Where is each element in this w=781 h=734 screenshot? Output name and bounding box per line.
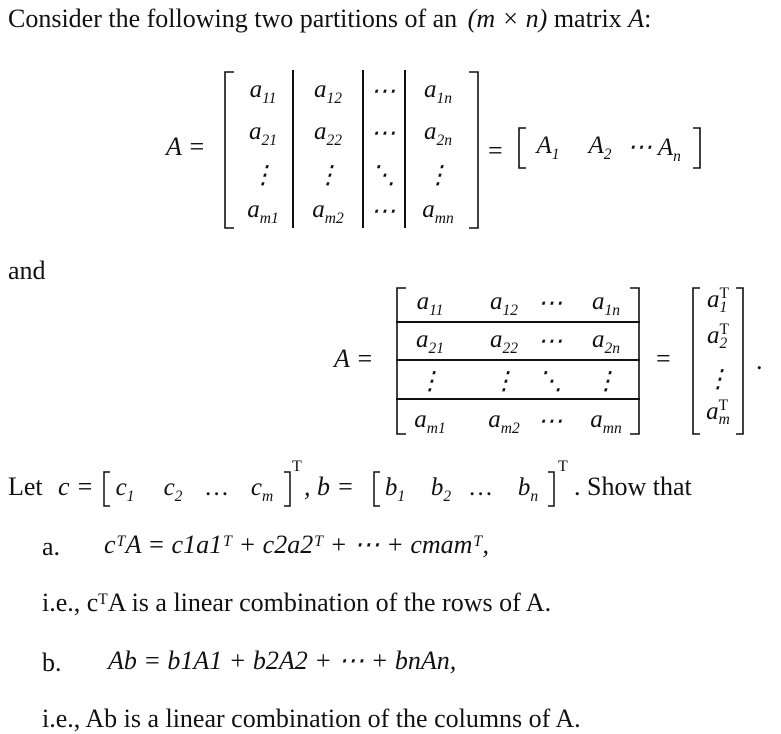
c-vector-entry: $c_2$: [163, 474, 183, 505]
matrix2-entry: $a_{22}$: [490, 326, 518, 357]
show-that: . Show that: [574, 472, 692, 501]
and-label: and: [8, 256, 46, 285]
matrix1-col-divider: [362, 70, 364, 228]
matrix1-col-divider: [292, 70, 294, 228]
matrix1-entry: $a_{1n}$: [424, 76, 452, 107]
intro-matrix-word: matrix: [553, 4, 622, 33]
intro-colon: :: [644, 4, 652, 33]
matrix2-entry: ⋯: [537, 408, 563, 435]
matrix1-entry: ⋯: [370, 120, 396, 147]
matrix2-entry: ⋱: [537, 368, 563, 395]
matrix2-row-divider: [396, 398, 640, 400]
matrix1-equals: =: [488, 136, 503, 165]
part-a-formula: cᵀA = c1a1ᵀ + c2a2ᵀ + ⋯ + cmamᵀ,: [104, 530, 489, 559]
matrix2-entry: ⋯: [537, 290, 563, 317]
matrix2-rhs-entry: ⋮: [705, 366, 731, 393]
b-vector-entry: $b_2$: [430, 474, 452, 505]
c-transpose-mark: T: [292, 458, 302, 475]
matrix1-entry: ⋮: [250, 162, 276, 189]
matrix1-lhs: A =: [166, 132, 206, 161]
matrix1-rhs-entry: $A_2$: [588, 132, 612, 163]
matrix1-rhs-entry: ⋯ $A_n$: [627, 134, 681, 165]
matrix2-entry: ⋮: [593, 368, 619, 395]
matrix2-entry: $a_{m1}$: [414, 406, 446, 437]
part-a-label: a.: [42, 532, 61, 561]
c-vector-entry: $c_m$: [250, 474, 274, 505]
let-prefix: Let: [8, 472, 43, 501]
matrix2-rhs-entry: a T 2: [707, 321, 729, 353]
matrix1-entry: ⋯: [370, 78, 396, 105]
matrix2-entry: ⋮: [417, 368, 443, 395]
b-transpose-mark: T: [558, 458, 568, 475]
matrix1-entry: $a_{2n}$: [424, 118, 452, 149]
matrix2-lhs: A =: [334, 344, 374, 373]
b-vector-entry: $b_1$: [384, 474, 406, 505]
matrix2-rhs-entry: a T m: [706, 397, 730, 429]
matrix2-rhs-entry: a T 1: [707, 285, 729, 317]
matrix1-entry: $a_{m1}$: [247, 196, 279, 227]
matrix1-entry: ⋯: [370, 198, 396, 225]
matrix1-entry: ⋮: [425, 162, 451, 189]
b-definition: , b =: [304, 472, 355, 501]
b-vector-entry: $b_n$: [517, 474, 539, 505]
matrix1-col-divider: [404, 70, 406, 228]
matrix2-entry: $a_{mn}$: [590, 406, 622, 437]
matrix1-entry: $a_{11}$: [249, 76, 277, 107]
matrix2-row-divider: [396, 359, 640, 361]
matrix2-row-divider: [396, 321, 640, 323]
matrix1-entry: $a_{12}$: [314, 76, 342, 107]
matrix2-entry: $a_{11}$: [416, 288, 444, 319]
c-vector-entry: …: [205, 474, 229, 501]
matrix2-entry: $a_{21}$: [416, 326, 444, 357]
matrix1-entry: $a_{mn}$: [422, 196, 454, 227]
matrix2-entry: $a_{m2}$: [488, 406, 520, 437]
intro-dimension: (m × n): [467, 4, 548, 33]
matrix1-entry: $a_{m2}$: [312, 196, 344, 227]
part-b-note: i.e., Ab is a linear combination of the columns of A.: [42, 704, 581, 733]
matrix2-equals: =: [656, 344, 671, 373]
matrix1-entry: ⋮: [315, 162, 341, 189]
matrix1-entry: $a_{22}$: [314, 118, 342, 149]
matrix2-entry: ⋮: [491, 368, 517, 395]
c-vector-right-bracket: [282, 470, 292, 508]
matrix1-entry: ⋱: [370, 162, 396, 189]
matrix1-rhs-left-bracket: [516, 126, 528, 170]
matrix2-entry: $a_{1n}$: [592, 288, 620, 319]
matrix1-rhs-entry: $A_1$: [536, 132, 560, 163]
b-vector-entry: …: [469, 474, 493, 501]
c-definition: c =: [58, 472, 94, 501]
c-vector-entry: $c_1$: [115, 474, 135, 505]
intro-line: [8, 4, 651, 34]
intro-matrix-symbol: A: [628, 4, 645, 33]
matrix2-entry: ⋯: [537, 328, 563, 355]
matrix1-right-bracket: [467, 70, 481, 230]
intro-text: Consider the following two partitions of an: [8, 4, 458, 33]
matrix2-entry: $a_{2n}$: [592, 326, 620, 357]
matrix2-period: .: [756, 346, 763, 375]
part-a-note: i.e., cᵀA is a linear combination of the rows of A.: [42, 588, 552, 617]
part-b-formula: Ab = b1A1 + b2A2 + ⋯ + bnAn,: [108, 646, 457, 675]
matrix1-entry: $a_{21}$: [249, 118, 277, 149]
matrix2-entry: $a_{12}$: [490, 288, 518, 319]
part-b-label: b.: [42, 648, 62, 677]
